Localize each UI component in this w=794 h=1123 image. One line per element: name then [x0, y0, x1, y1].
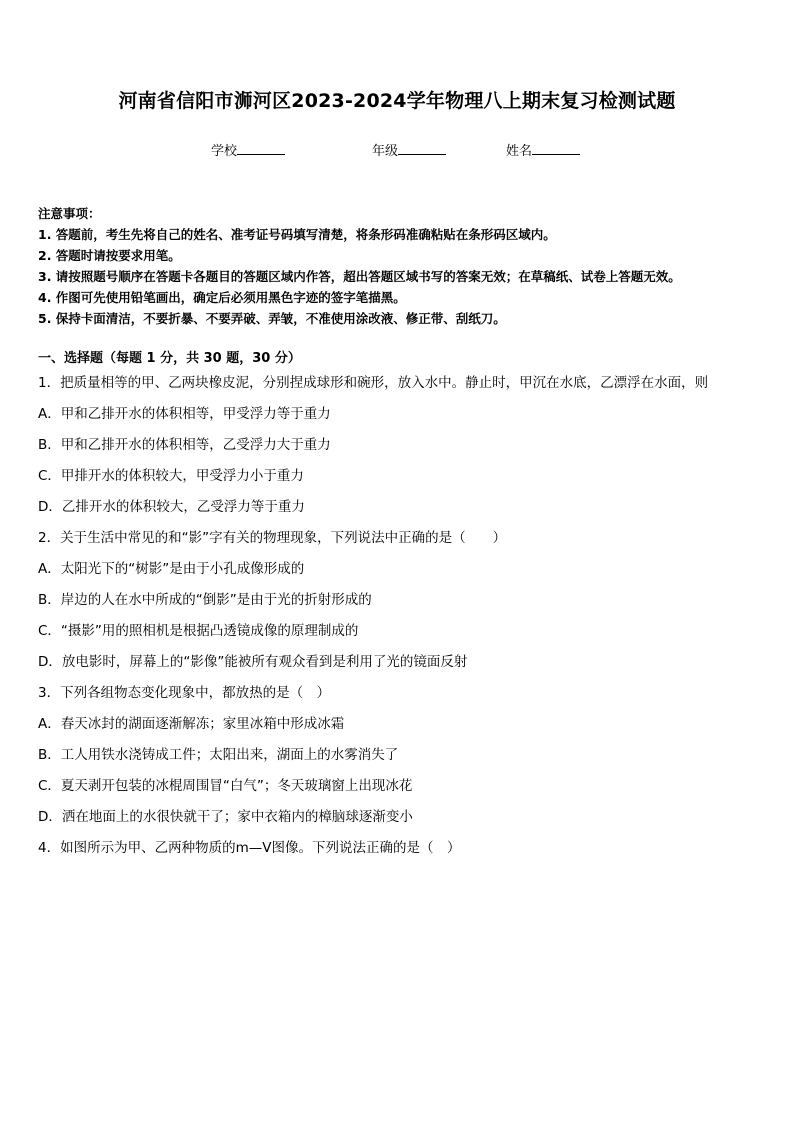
- question-option: A．春天冰封的湖面逐渐解冻；家里冰箱中形成冰霜: [38, 716, 345, 732]
- question-option: D．放电影时，屏幕上的“影像”能被所有观众看到是利用了光的镜面反射: [38, 654, 468, 670]
- note-item: 1. 答题前，考生先将自己的姓名、准考证号码填写清楚，将条形码准确粘贴在条形码区域内。: [38, 227, 556, 242]
- note-item: 2. 答题时请按要求用笔。: [38, 248, 181, 263]
- question-option: B．甲和乙排开水的体积相等，乙受浮力大于重力: [38, 437, 331, 453]
- question-option: A．太阳光下的“树影”是由于小孔成像形成的: [38, 561, 305, 577]
- name-field[interactable]: [506, 140, 580, 159]
- student-info: [0, 140, 794, 160]
- question-option: C．甲排开水的体积较大，甲受浮力小于重力: [38, 468, 304, 484]
- name-label: 姓名: [506, 144, 533, 159]
- question-stem: 3．下列各组物态变化现象中，都放热的是（ ）: [38, 685, 331, 701]
- school-field[interactable]: [211, 140, 285, 159]
- question-stem: 2．关于生活中常见的和“影”字有关的物理现象，下列说法中正确的是（ ）: [38, 530, 507, 546]
- section-title: 一、选择题（每题 1 分，共 30 题，30 分）: [38, 351, 301, 366]
- question-option: C．“摄影”用的照相机是根据凸透镜成像的原理制成的: [38, 623, 359, 639]
- question-stem: 1．把质量相等的甲、乙两块橡皮泥，分别捏成球形和碗形，放入水中。静止时，甲沉在水底，乙漂浮在水面，则: [38, 375, 709, 391]
- question-option: D．洒在地面上的水很快就干了；家中衣箱内的樟脑球逐渐变小: [38, 809, 413, 825]
- question-option: D．乙排开水的体积较大，乙受浮力等于重力: [38, 499, 305, 515]
- question-option: B．工人用铁水浇铸成工件；太阳出来，湖面上的水雾消失了: [38, 747, 399, 763]
- question-list: [38, 372, 778, 868]
- question-option: C．夏天剥开包装的冰棍周围冒“白气”；冬天玻璃窗上出现冰花: [38, 778, 413, 794]
- question-option: A．甲和乙排开水的体积相等，甲受浮力等于重力: [38, 406, 331, 422]
- note-item: 4. 作图可先使用铅笔画出，确定后必须用黑色字迹的签字笔描黑。: [38, 290, 406, 305]
- grade-field[interactable]: [372, 140, 446, 159]
- question-stem: 4．如图所示为甲、乙两种物质的m—V图像。下列说法正确的是（ ）: [38, 840, 461, 856]
- notes-heading: 注意事项：: [38, 206, 101, 221]
- question-option: B．岸边的人在水中所成的“倒影”是由于光的折射形成的: [38, 592, 372, 608]
- school-label: 学校: [211, 144, 238, 159]
- notes-block: [38, 203, 778, 329]
- note-item: 5. 保持卡面清洁，不要折暴、不要弄破、弄皱，不准使用涂改液、修正带、刮纸刀。: [38, 311, 506, 326]
- page-title: 河南省信阳市浉河区2023-2024学年物理八上期末复习检测试题: [118, 90, 676, 112]
- school-blank[interactable]: [237, 142, 285, 155]
- note-item: 3. 请按照题号顺序在答题卡各题目的答题区域内作答，超出答题区域书写的答案无效；在草稿纸、试卷上答题无效。: [38, 269, 681, 284]
- name-blank[interactable]: [532, 142, 580, 155]
- grade-blank[interactable]: [398, 142, 446, 155]
- grade-label: 年级: [372, 144, 399, 159]
